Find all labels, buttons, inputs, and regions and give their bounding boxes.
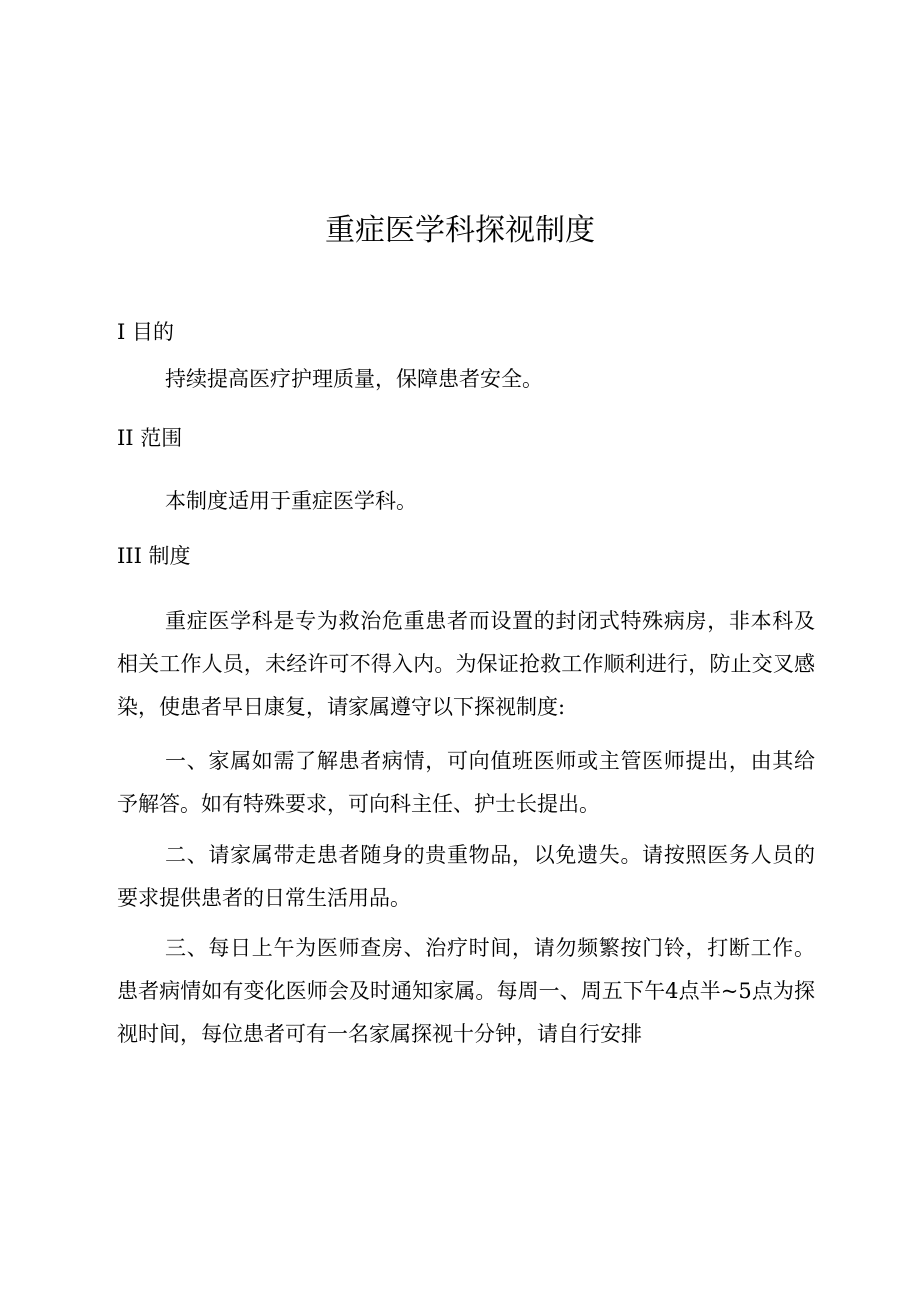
rule-paragraph-2: 二、请家属带走患者随身的贵重物品，以免遗失。请按照医务人员的要求提供患者的日常生活用品。 <box>117 843 815 910</box>
section-text-scope: 本制度适用于重症医学科。 <box>165 489 417 513</box>
section-heading-purpose: I 目的 <box>117 320 174 344</box>
rules-intro-paragraph: 重症医学科是专为救治危重患者而设置的封闭式特殊病房，非本科及相关工作人员，未经许可不得入内。为保证抢救工作顺利进行，防止交叉感染，使患者早日康复，请家属遵守以下探视制度: <box>117 609 815 719</box>
rule-paragraph-3: 三、每日上午为医师查房、治疗时间，请勿频繁按门铃，打断工作。患者病情如有变化医师会及时通知家属。每周一、周五下午4点半~5点为探视时间，每位患者可有一名家属探视十分钟，请自行安排 <box>117 936 815 1046</box>
section-heading-rules: III 制度 <box>117 544 191 568</box>
document-title: 重症医学科探视制度 <box>325 213 595 248</box>
section-heading-scope: II 范围 <box>117 426 183 450</box>
rule-paragraph-1: 一、家属如需了解患者病情，可向值班医师或主管医师提出，由其给予解答。如有特殊要求，可向科主任、护士长提出。 <box>117 749 815 816</box>
section-text-purpose: 持续提高医疗护理质量，保障患者安全。 <box>165 367 543 391</box>
